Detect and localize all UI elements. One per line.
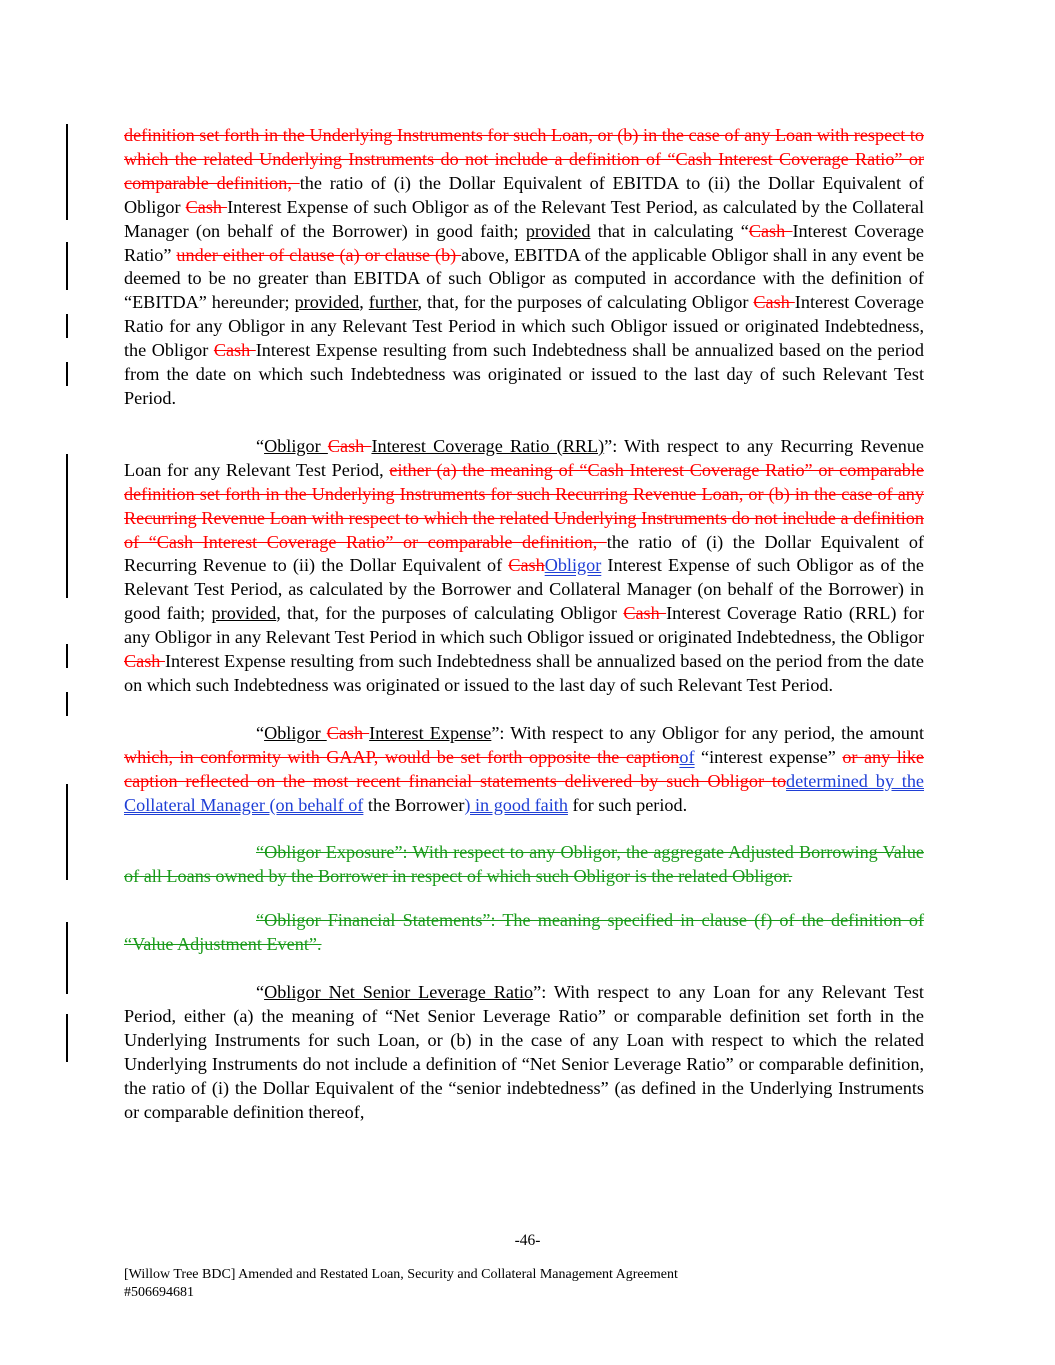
definition-obligor-financial-statements-deleted: “Obligor Financial Statements”: The meaning specified in clause (f) of the definition of “Value Adjustment Event”. [124,910,924,955]
footer-title: [Willow Tree BDC] Amended and Restated Loan, Security and Collateral Management Agreement [124,1267,678,1282]
page-number: -46- [514,1232,541,1249]
change-bar [66,242,68,290]
definition-obligor-net-senior-leverage-ratio: “Obligor Net Senior Leverage Ratio”: With respect to any Loan for any Relevant Test Period, either (a) the meaning of “Net Senior Leverage Ratio” or comparable definition set forth in the Underlying Instruments for such Loan, or (b) in the case of any Loan with respect to which the related Underlying Instruments do not include a definition of “Net Senior Leverage Ratio” or comparable definition, the ratio of (i) the Dollar Equivalent of the “senior indebtedness” (as defined in the Underlying Instruments or comparable definition thereof, [124,982,924,1122]
change-bar [66,692,68,716]
definition-obligor-exposure-deleted: “Obligor Exposure”: With respect to any Obligor, the aggregate Adjusted Borrowing Value of all Loans owned by the Borrower in respect of which such Obligor is the related Obligor. [124,842,924,887]
change-bar [66,644,68,668]
change-bar [66,922,68,994]
change-bar [66,454,68,598]
document-footer [124,1266,678,1302]
change-bar [66,314,68,338]
change-bar [66,784,68,880]
document-body [124,124,924,1125]
footer-doc-id: #506694681 [124,1285,194,1300]
paragraph-cash-interest-coverage-ratio-tail: definition set forth in the Underlying Instruments for such Loan, or (b) in the case of any Loan with respect to which the related Underlying Instruments do not include a definition of “Cash Interest Coverage Ratio” or comparable definition, the ratio of (i) the Dollar Equivalent of EBITDA to (ii) the Dollar Equivalent of Obligor Cash Interest Expense of such Obligor as of the Relevant Test Period, as calculated by the Collateral Manager (on behalf of the Borrower) in good faith; provided that in calculating “Cash Interest Coverage Ratio” under either of clause (a) or clause (b) above, EBITDA of the applicable Obligor shall in any event be deemed to be no greater than EBITDA of such Obligor as computed in accordance with the definition of “EBITDA” hereunder; provided, further, that, for the purposes of calculating Obligor Cash Interest Coverage Ratio for any Obligor in any Relevant Test Period in which such Obligor issued or originated Indebtedness, the Obligor Cash Interest Expense resulting from such Indebtedness shall be annualized based on the period from the date on which such Indebtedness was originated or issued to the last day of such Relevant Test Period. [124,125,925,408]
change-bar [66,1014,68,1062]
definition-obligor-interest-coverage-ratio-rrl: “Obligor Cash Interest Coverage Ratio (RRL)”: With respect to any Recurring Revenue Loan for any Relevant Test Period, either (a) the meaning of “Cash Interest Coverage Ratio” or comparable definition set forth in the Underlying Instruments for such Recurring Revenue Loan, or (b) in the case of any Recurring Revenue Loan with respect to which the related Underlying Instruments do not include a definition of “Cash Interest Coverage Ratio” or comparable definition, the ratio of (i) the Dollar Equivalent of Recurring Revenue to (ii) the Dollar Equivalent of CashObligor Interest Expense of such Obligor as of the Relevant Test Period, as calculated by the Borrower and Collateral Manager (on behalf of the Borrower) in good faith; provided, that, for the purposes of calculating Obligor Cash Interest Coverage Ratio (RRL) for any Obligor in any Relevant Test Period in which such Obligor issued or originated Indebtedness, the Obligor Cash Interest Expense resulting from such Indebtedness shall be annualized based on the period from the date on which such Indebtedness was originated or issued to the last day of such Relevant Test Period. [124,435,925,695]
definition-obligor-interest-expense: “Obligor Cash Interest Expense”: With respect to any Obligor for any period, the amount which, in conformity with GAAP, would be set forth opposite the captionof “interest expense” or any like caption reflected on the most recent financial statements delivered by such Obligor todetermined by the Collateral Manager (on behalf of the Borrower) in good faith for such period. [124,722,925,815]
change-bar [66,362,68,386]
change-bar [66,124,68,220]
